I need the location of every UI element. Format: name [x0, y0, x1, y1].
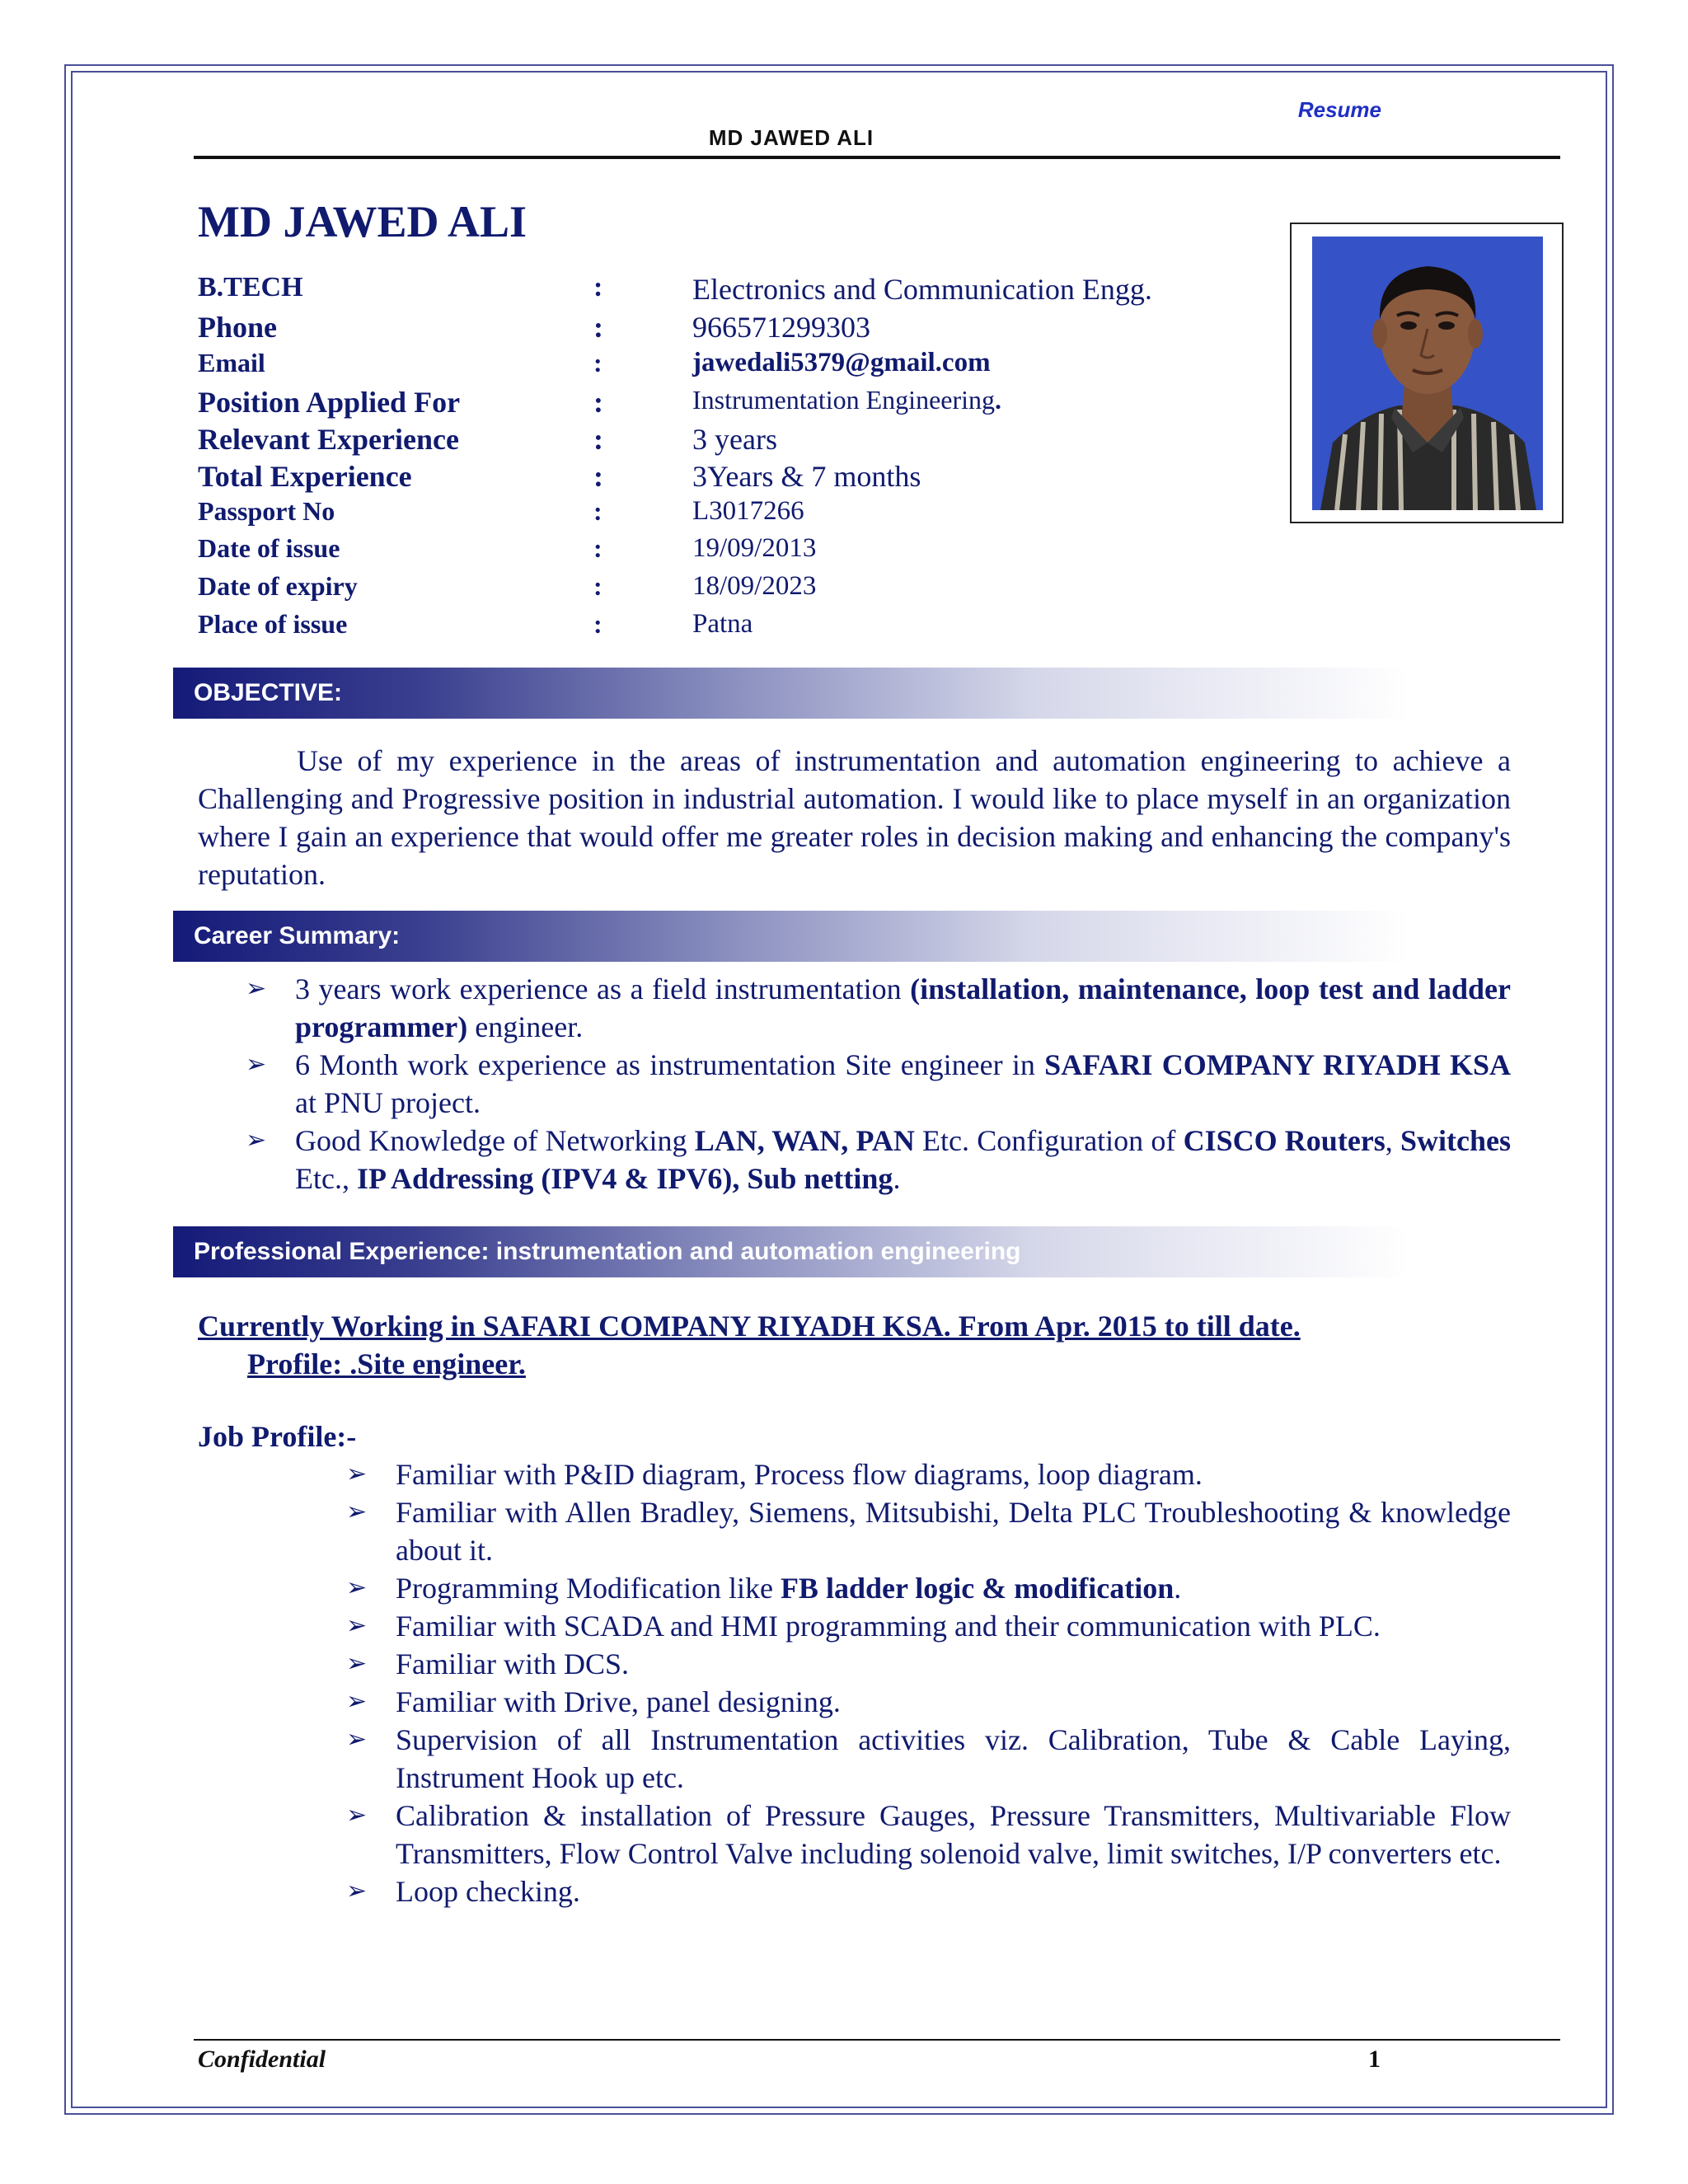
info-value: 19/09/2013: [692, 533, 817, 563]
item-bold: Switches: [1400, 1124, 1511, 1157]
info-label: Relevant Experience: [198, 423, 459, 456]
item-bold: IP Addressing (IPV4 & IPV6), Sub netting: [356, 1162, 893, 1195]
info-value-text: Instrumentation Engineering: [692, 385, 996, 415]
item-text: at PNU project.: [295, 1086, 481, 1119]
item-text: Programming Modification like: [396, 1572, 781, 1605]
item-bold: LAN, WAN, PAN: [694, 1124, 915, 1157]
objective-text: Use of my experience in the areas of instrumentation and automation engineering to achieve a Challenging and Progressive position in industrial automation. I would like to place myself in an organization where I gain an experience that would offer me greater roles in decision making and enhancing the company's reputation.: [198, 744, 1511, 891]
info-value: Electronics and Communication Engg.: [692, 273, 1152, 306]
item-bold: FB ladder logic & modification: [780, 1572, 1175, 1605]
info-value: 3 years: [692, 423, 777, 456]
item-text: Familiar with P&ID diagram, Process flow diagrams, loop diagram.: [396, 1458, 1203, 1491]
item-text: Loop checking.: [396, 1875, 580, 1908]
list-item: [246, 970, 1511, 1046]
info-label: B.TECH: [198, 272, 303, 302]
item-text: Good Knowledge of Networking: [295, 1124, 695, 1157]
item-text: 3 years work experience as a field instrumentation: [295, 972, 911, 1005]
list-item: [346, 1493, 1511, 1569]
item-text: Familiar with Allen Bradley, Siemens, Mitsubishi, Delta PLC Troubleshooting & knowledge about it.: [396, 1496, 1511, 1567]
item-text: Supervision of all Instrumentation activities viz. Calibration, Tube & Cable Laying, Instrument Hook up etc.: [396, 1723, 1511, 1794]
arrow-bullet-icon: ➢: [346, 1498, 368, 1526]
list-item: [346, 1569, 1511, 1607]
item-text: 6 Month work experience as instrumentation Site engineer in: [295, 1048, 1045, 1081]
item-text: Etc. Configuration of: [914, 1124, 1184, 1157]
arrow-bullet-icon: ➢: [246, 1051, 267, 1078]
header-rule: [194, 156, 1560, 159]
info-colon: :: [593, 533, 603, 563]
item-text: Familiar with DCS.: [396, 1647, 630, 1680]
info-value: 3Years & 7 months: [692, 460, 921, 493]
profile-line: Profile: .Site engineer.: [247, 1347, 526, 1380]
arrow-bullet-icon: ➢: [346, 1612, 368, 1639]
arrow-bullet-icon: ➢: [346, 1802, 368, 1829]
info-label: Position Applied For: [198, 386, 461, 419]
info-colon: :: [593, 423, 603, 456]
info-value: 966571299303: [692, 311, 870, 344]
item-bold: (installation, maintenance, loop test and ladder programmer): [295, 972, 1511, 1043]
item-text: .: [1174, 1572, 1182, 1605]
info-label: Date of issue: [198, 533, 340, 563]
profile-photo-illustration: [1312, 237, 1543, 510]
arrow-bullet-icon: ➢: [246, 975, 267, 1002]
list-item: [346, 1797, 1511, 1872]
item-bold: CISCO Routers: [1183, 1124, 1386, 1157]
info-colon: :: [593, 609, 603, 639]
current-job-line: Currently Working in SAFARI COMPANY RIYADH KSA. From Apr. 2015 to till date.: [198, 1310, 1301, 1343]
list-item: [346, 1607, 1511, 1645]
arrow-bullet-icon: ➢: [346, 1688, 368, 1715]
candidate-name: MD JAWED ALI: [198, 197, 528, 246]
info-colon: :: [593, 496, 603, 526]
info-colon: :: [593, 272, 603, 302]
info-value: L3017266: [692, 496, 804, 526]
arrow-bullet-icon: ➢: [346, 1726, 368, 1753]
arrow-bullet-icon: ➢: [346, 1460, 368, 1488]
item-text: engineer.: [467, 1010, 584, 1043]
list-item: [346, 1683, 1511, 1721]
info-colon: :: [593, 348, 603, 377]
career-summary-list: [246, 970, 1511, 1197]
info-value: [692, 385, 1001, 415]
info-colon: :: [593, 311, 603, 344]
photo-frame: [1290, 223, 1564, 523]
running-header-name: MD JAWED ALI: [708, 125, 874, 150]
info-value: Patna: [692, 609, 753, 639]
page-number: 1: [1368, 2046, 1381, 2073]
info-label: Passport No: [198, 496, 335, 526]
footer-rule: [194, 2039, 1560, 2041]
list-item: [346, 1872, 1511, 1910]
footer-confidential: Confidential: [198, 2046, 326, 2073]
arrow-bullet-icon: ➢: [346, 1650, 368, 1677]
professional-experience-section-bar: Professional Experience: instrumentation and automation engineering: [173, 1226, 1409, 1277]
arrow-bullet-icon: ➢: [346, 1877, 368, 1905]
info-colon: :: [593, 386, 603, 419]
info-label: Place of issue: [198, 609, 348, 639]
item-text: Calibration & installation of Pressure Gauges, Pressure Transmitters, Multivariable Flow Transmitters, Flow Control Valve including solenoid valve, limit switches, I/P converters etc.: [396, 1799, 1511, 1870]
info-label: Date of expiry: [198, 571, 358, 601]
info-value: 18/09/2023: [692, 571, 817, 601]
info-value: jawedali5379@gmail.com: [692, 348, 991, 377]
info-label: Email: [198, 348, 265, 377]
item-bold: SAFARI COMPANY RIYADH KSA: [1044, 1048, 1511, 1081]
item-text: Familiar with Drive, panel designing.: [396, 1685, 841, 1718]
job-profile-heading: Job Profile:-: [198, 1420, 357, 1453]
job-profile-list: [346, 1455, 1511, 1910]
objective-section-bar: OBJECTIVE:: [173, 668, 1409, 719]
info-value-suffix: .: [995, 385, 1002, 415]
list-item: [346, 1721, 1511, 1797]
career-summary-section-bar: Career Summary:: [173, 911, 1409, 962]
arrow-bullet-icon: ➢: [346, 1574, 368, 1601]
resume-label: Resume: [1297, 97, 1381, 122]
item-text: ,: [1385, 1124, 1400, 1157]
info-colon: :: [593, 571, 603, 601]
list-item: [346, 1455, 1511, 1493]
item-text: Familiar with SCADA and HMI programming and their communication with PLC.: [396, 1610, 1381, 1643]
info-label: Phone: [198, 311, 278, 344]
info-colon: :: [593, 460, 603, 493]
profile-photo: [1312, 237, 1543, 510]
list-item: [246, 1046, 1511, 1122]
item-text: Etc.,: [295, 1162, 357, 1195]
list-item: [346, 1645, 1511, 1683]
info-label: Total Experience: [198, 460, 412, 493]
list-item: [246, 1122, 1511, 1197]
arrow-bullet-icon: ➢: [246, 1127, 267, 1154]
item-text: .: [893, 1162, 901, 1195]
